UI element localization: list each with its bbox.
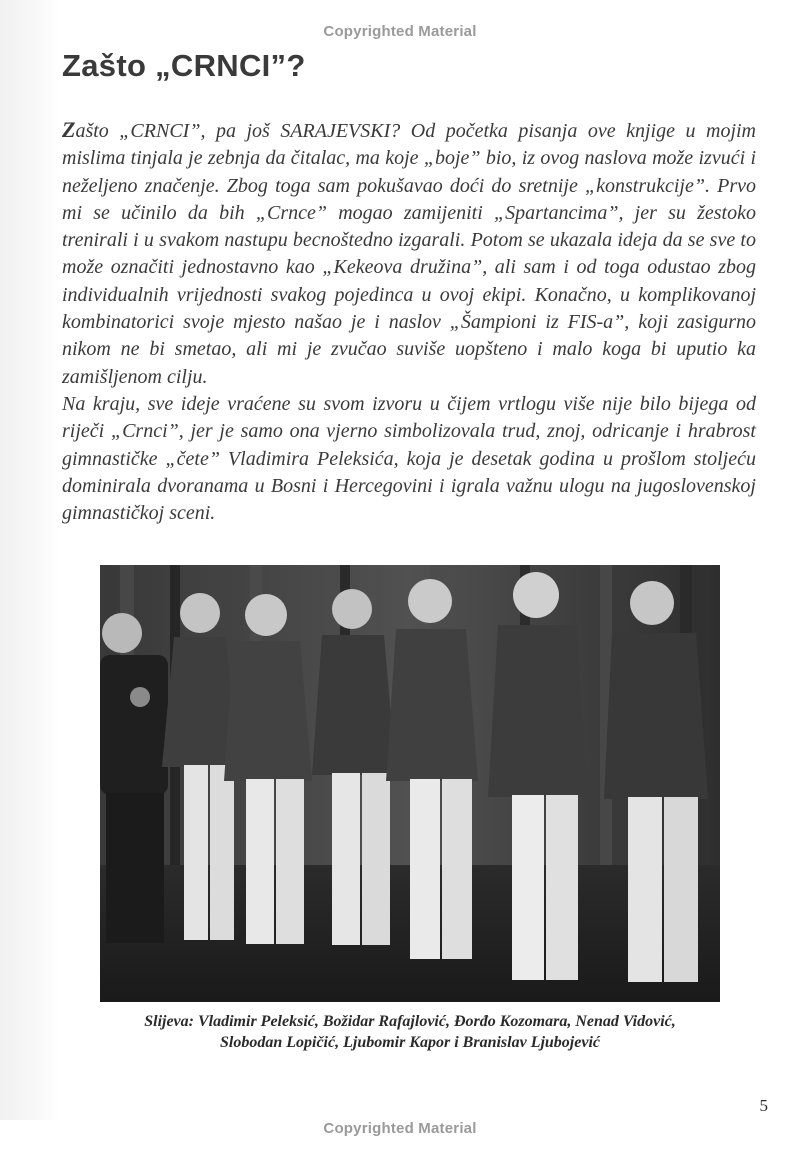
paragraph-2: Na kraju, sve ideje vraćene su svom izvoru u čijem vrtlogu više nije bilo bijega od riječi „Crnci”, jer je samo ona vjerno simbolizovala trud, znoj, odricanje i hrabrost gimnastičke „čete” Vladimira Peleksića, koja je desetak godina u prošlom stoljeću dominirala dvoranama u Bosni i Hercegovini i igrala važnu ulogu na jugoslovenskoj gimnastičkoj sceni. [62, 392, 756, 525]
drop-cap-letter: Z [62, 117, 76, 142]
paragraph-1-text: ašto „CRNCI”, pa još SARAJEVSKI? Od početka pisanja ove knjige u mojim mislima tinjala je zebnja da čitalac, ma koje „boje” bio, iz ovog naslova može izvući i neželjeno značenje. Zbog toga sam pokušavao doći do sretnije „konstrukcije”. Prvo mi se učinilo da bih „Crnce” mogao zamijeniti „Spartancima”, jer su žestoko trenirali i u svakom nastupu beспoštedno izgarali. Potom se ukazala ideja da se sve to može označiti jednostavno kao „Kekeova družina”, ali sam i od toga odustao zbog individualnih vrijednosti svakog pojedinca u ovoj ekipi. Konačno, u komplikovanoj kombinatorici svoje mjesto našao je i naslov „Šampioni iz FIS-a”, koji zasigurno nikom ne bi smetao, ali mi je zvučao suviše uopšteno i malo koga bi uputio ka zamišljenom cilju. [62, 120, 756, 388]
team-photo-illustration [100, 565, 720, 1002]
caption-line-1: Slijeva: Vladimir Peleksić, Božidar Rafajlović, Đorđo Kozomara, Nenad Vidović, [144, 1013, 676, 1030]
caption-line-2: Slobodan Lopičić, Ljubomir Kapor i Branislav Ljubojević [219, 1034, 600, 1051]
page-number: 5 [759, 1096, 768, 1115]
book-spine-shadow [0, 0, 62, 1120]
paragraph-1 [62, 116, 756, 391]
body-text [62, 116, 756, 527]
chapter-heading: Zašto „CRNCI”? [62, 48, 306, 83]
copyright-watermark-top: Copyrighted Material [323, 23, 477, 40]
team-photograph [100, 565, 720, 1002]
copyright-watermark-bottom: Copyrighted Material [323, 1120, 477, 1137]
photo-caption [100, 1011, 720, 1053]
